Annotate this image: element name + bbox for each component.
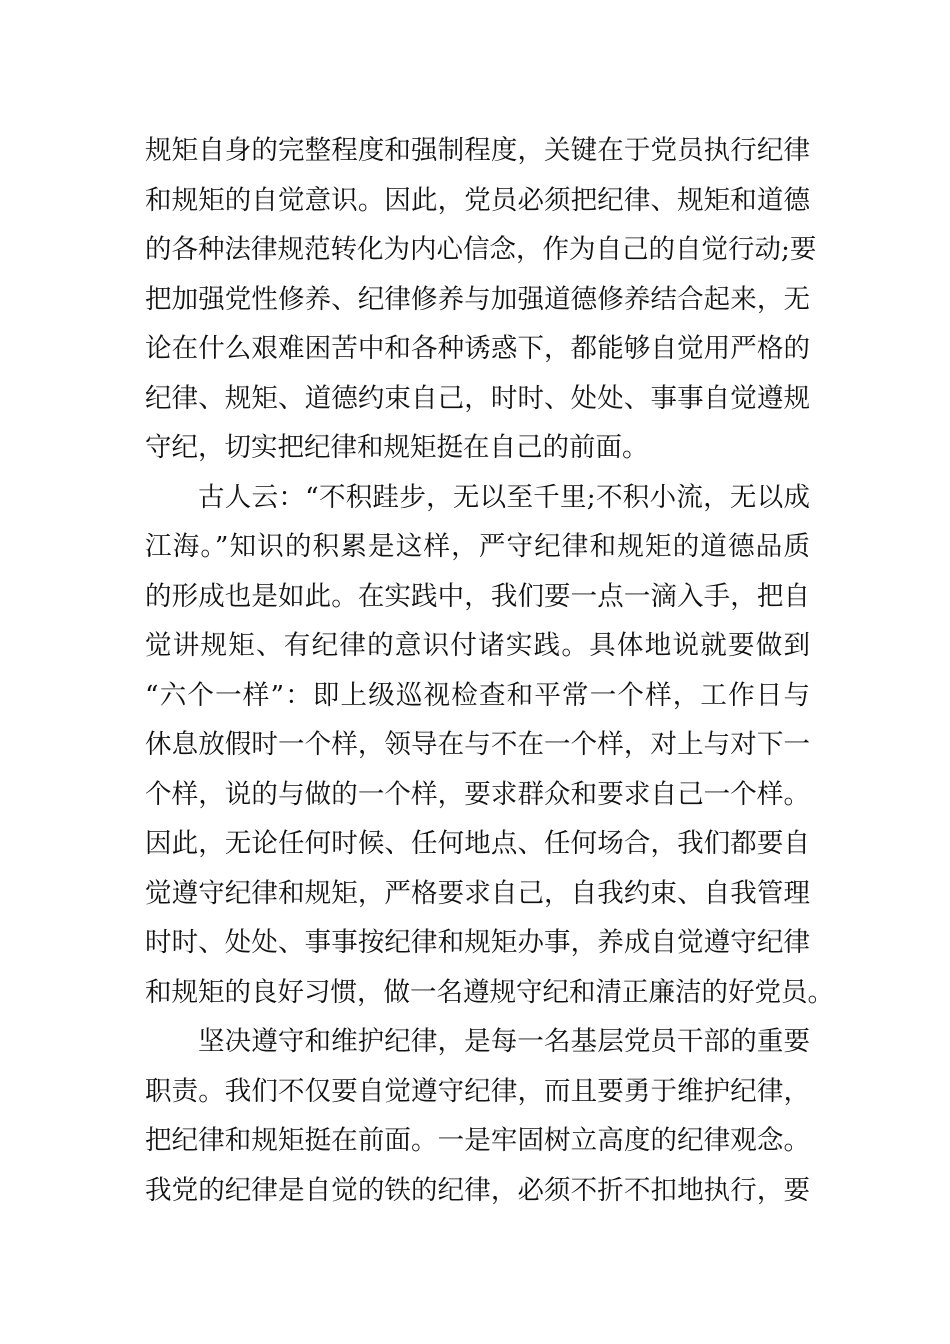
text-line: 和规矩的自觉意识。因此，党员必须把纪律、规矩和道德 xyxy=(145,184,810,216)
body-text xyxy=(145,126,834,1215)
text-line: 个样，说的与做的一个样，要求群众和要求自己一个样。 xyxy=(145,778,810,810)
paragraph-start-line: 古人云：“不积跬步，无以至千里;不积小流，无以成 xyxy=(198,481,810,513)
text-line: 的形成也是如此。在实践中，我们要一点一滴入手，把自 xyxy=(145,580,810,612)
text-line: 江海。”知识的积累是这样，严守纪律和规矩的道德品质 xyxy=(145,531,810,562)
text-line: 把加强党性修养、纪律修养与加强道德修养结合起来，无 xyxy=(145,283,810,315)
text-line: 我党的纪律是自觉的铁的纪律，必须不折不扣地执行，要 xyxy=(145,1174,810,1206)
paragraph-start-line: 坚决遵守和维护纪律，是每一名基层党员干部的重要 xyxy=(198,1026,810,1057)
text-line: 和规矩的良好习惯，做一名遵规守纪和清正廉洁的好党员。 xyxy=(145,976,834,1008)
text-line: 觉讲规矩、有纪律的意识付诸实践。具体地说就要做到 xyxy=(145,630,810,661)
text-line: 论在什么艰难困苦中和各种诱惑下，都能够自觉用严格的 xyxy=(145,333,810,364)
text-line: 的各种法律规范转化为内心信念，作为自己的自觉行动;要 xyxy=(145,234,817,265)
text-line: 职责。我们不仅要自觉遵守纪律，而且要勇于维护纪律， xyxy=(145,1075,810,1107)
text-line: 休息放假时一个样，领导在与不在一个样，对上与对下一 xyxy=(145,729,810,760)
text-line: 把纪律和规矩挺在前面。一是牢固树立高度的纪律观念。 xyxy=(145,1125,810,1156)
text-line: 觉遵守纪律和规矩，严格要求自己，自我约束、自我管理 xyxy=(145,877,810,909)
text-line: 规矩自身的完整程度和强制程度，关键在于党员执行纪律 xyxy=(145,135,810,166)
text-line: 因此，无论任何时候、任何地点、任何场合，我们都要自 xyxy=(145,828,810,859)
text-line: 纪律、规矩、道德约束自己，时时、处处、事事自觉遵规 xyxy=(145,382,810,414)
text-line: 守纪，切实把纪律和规矩挺在自己的前面。 xyxy=(145,432,649,463)
text-line: “六个一样”：即上级巡视检查和平常一个样，工作日与 xyxy=(145,679,810,711)
text-line: 时时、处处、事事按纪律和规矩办事，养成自觉遵守纪律 xyxy=(145,927,810,958)
